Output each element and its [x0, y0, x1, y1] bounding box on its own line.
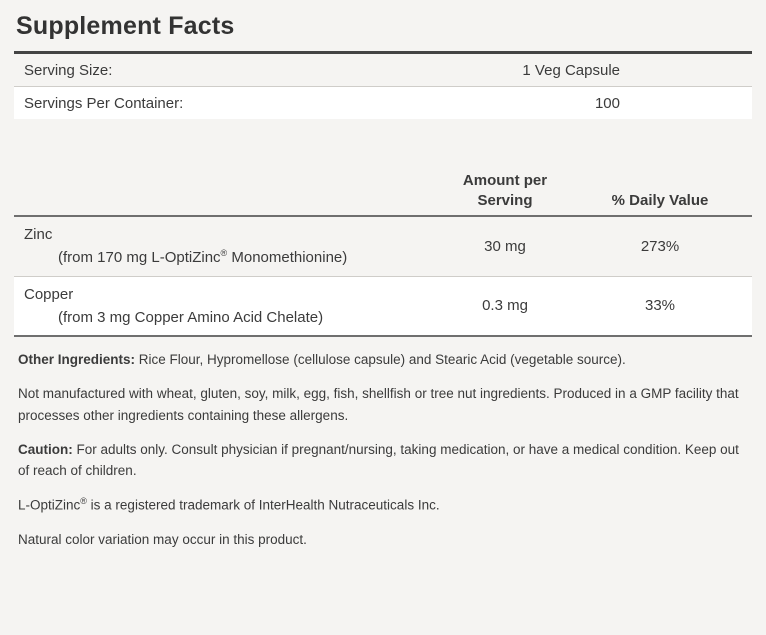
serving-size-label: Serving Size:	[24, 61, 113, 79]
servings-per-container-value: 100	[594, 94, 620, 112]
notes-section	[14, 337, 752, 551]
nutrient-amount: 0.3 mg	[482, 297, 528, 315]
caution-text: For adults only. Consult physician if pregnant/nursing, taking medication, or have a medical condition. Keep out of reach of children.	[18, 441, 739, 479]
nutrient-name	[24, 283, 430, 330]
nutrient-daily-value: 33%	[644, 297, 676, 315]
caution-note	[18, 439, 748, 483]
other-ingredients-text: Rice Flour, Hypromellose (cellulose capsule) and Stearic Acid (vegetable source).	[135, 352, 626, 367]
trademark-note	[18, 494, 748, 516]
serving-size-row	[14, 54, 752, 86]
servings-per-container-label: Servings Per Container:	[24, 94, 184, 112]
nutrient-name	[24, 223, 430, 270]
section-gap	[14, 119, 752, 157]
nutrient-source-post: Monomethionine)	[227, 249, 348, 267]
table-row	[14, 277, 752, 336]
header-amount-per-serving	[430, 171, 580, 212]
color-variation-note: Natural color variation may occur in this product.	[18, 531, 307, 547]
other-ingredients-label: Other Ingredients:	[18, 352, 136, 367]
page-title: Supplement Facts	[16, 12, 235, 40]
trademark-pre: L-OptiZinc	[18, 497, 81, 513]
allergen-note: Not manufactured with wheat, gluten, soy, milk, egg, fish, shellfish or tree nut ingredients. Produced in a GMP facility that processes other ingredients containing these allergens.	[18, 385, 739, 423]
nutrient-source-pre: (from 3 mg Copper Amino Acid Chelate)	[58, 308, 324, 326]
trademark-post: is a registered trademark of InterHealth Nutraceuticals Inc.	[86, 497, 440, 513]
nutrient-amount: 30 mg	[484, 237, 526, 255]
nutrient-daily-value: 273%	[640, 237, 680, 255]
header-amount-line1: Amount per	[462, 171, 548, 189]
nutrient-source	[24, 306, 430, 329]
registered-trademark-icon: ®	[80, 496, 87, 507]
header-daily-value: % Daily Value	[611, 191, 709, 209]
nutrient-source-pre: (from 170 mg L-OptiZinc	[58, 249, 221, 267]
header-amount-line2: Serving	[477, 191, 533, 209]
other-ingredients-note	[18, 349, 748, 371]
nutrient-source	[24, 246, 430, 269]
registered-trademark-icon: ®	[220, 248, 228, 259]
table-header-row	[14, 157, 752, 215]
nutrient-title: Zinc	[24, 226, 53, 243]
serving-size-value: 1 Veg Capsule	[522, 61, 620, 79]
servings-per-container-row	[14, 87, 752, 119]
table-row	[14, 217, 752, 276]
caution-label: Caution:	[18, 441, 73, 457]
nutrient-title: Copper	[24, 285, 74, 303]
